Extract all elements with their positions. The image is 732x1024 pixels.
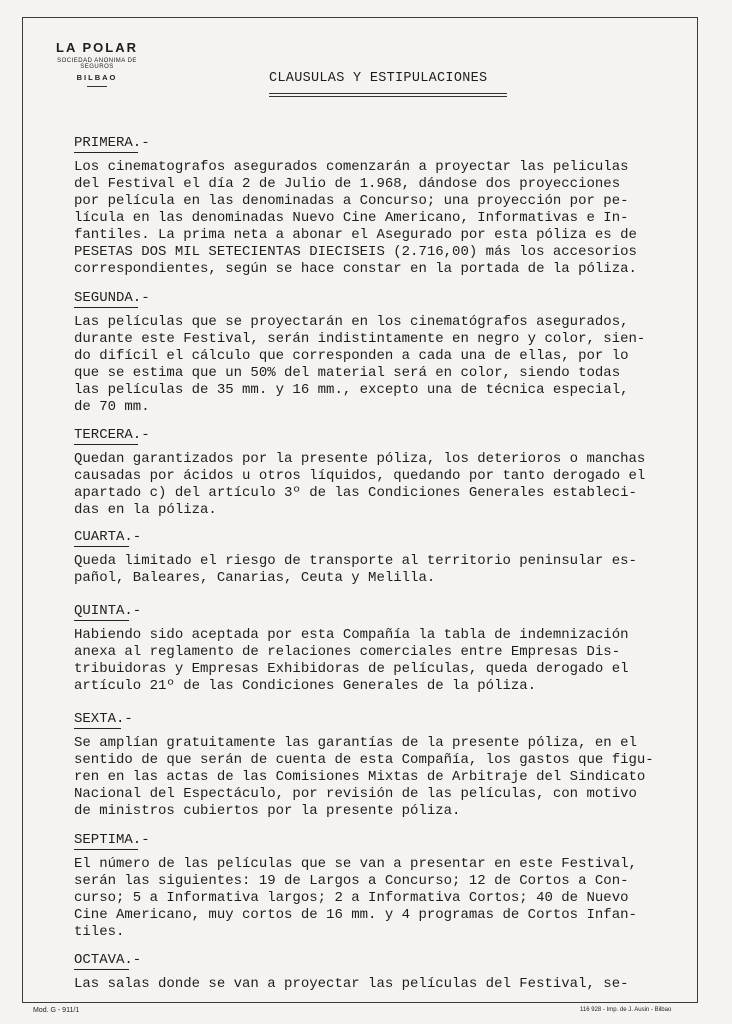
section-text: El número de las películas que se van a presentar en este Festival, serán las siguientes: 19 de Largos a Concurso; 12 de Cortos a Con- curso; 5 a Informativa largos; 2 a Informativa Cortos; 40 de Nuevo Cine Americano, muy cortos de 16 mm. y 4 programas de Cortos Infan- tiles. bbox=[74, 856, 637, 940]
section-septima bbox=[74, 830, 694, 941]
section-text: Habiendo sido aceptada por esta Compañía la tabla de indemnización anexa al reglamento de relaciones comerciales entre Empresas Dis- tribuidoras y Empresas Exhibidoras de películas, queda derogado el artículo 21º de las Condiciones Generales de la póliza. bbox=[74, 627, 629, 694]
section-text: Las salas donde se van a proyectar las películas del Festival, se- bbox=[74, 976, 629, 992]
form-code: Mod. G - 911/1 bbox=[33, 1007, 80, 1014]
section-heading: PRIMERA.- bbox=[74, 135, 150, 151]
section-cuarta bbox=[74, 527, 694, 587]
section-quinta bbox=[74, 601, 694, 695]
section-heading: SEGUNDA.- bbox=[74, 290, 150, 306]
company-name: LA POLAR bbox=[56, 40, 138, 55]
company-subtitle: SOCIEDAD ANONIMA DE SEGUROS bbox=[57, 58, 137, 70]
section-text: Las películas que se proyectarán en los cinematógrafos asegurados, durante este Festival, serán indistintamente en negro y color, sien- do difícil el cálculo que corresponden a cada una de ellas, por lo que se estima que un 50% del material será en color, siendo todas las películas de 35 mm. y 16 mm., excepto una de técnica especial, de 70 mm. bbox=[74, 314, 646, 415]
section-sexta bbox=[74, 709, 694, 820]
printer-credit: 116 928 - Imp. de J. Ausin - Bilbao bbox=[580, 1007, 672, 1013]
section-tercera bbox=[74, 425, 694, 519]
letterhead-rule bbox=[87, 86, 107, 87]
section-primera bbox=[74, 133, 694, 278]
section-text: Los cinematografos asegurados comenzarán a proyectar las peliculas del Festival el día 2 de Julio de 1.968, dándose dos proyecciones por película en las denominadas a Concurso; una proyección por pe- lícula en las denominadas Nuevo Cine Americano, Informativas e In- fantiles. La prima neta a abonar el Asegurado por esta póliza es de PESETAS DOS MIL SETECIENTAS DIECISEIS (2.716,00) más los accesorios correspondientes, según se hace constar en la portada de la póliza. bbox=[74, 159, 637, 277]
section-text: Queda limitado el riesgo de transporte al territorio peninsular es- pañol, Baleares, Canarias, Ceuta y Melilla. bbox=[74, 553, 637, 586]
title-underline bbox=[269, 93, 507, 97]
section-heading: CUARTA.- bbox=[74, 529, 142, 545]
section-text: Quedan garantizados por la presente póliza, los deterioros o manchas causadas por ácidos u otros líquidos, quedando por tanto derogado el apartado c) del artículo 3º de las Condiciones Generales estableci- das en la póliza. bbox=[74, 451, 646, 518]
section-heading: QUINTA.- bbox=[74, 603, 142, 619]
section-octava bbox=[74, 950, 694, 993]
section-heading: TERCERA.- bbox=[74, 427, 150, 443]
section-text: Se amplían gratuitamente las garantías de la presente póliza, en el sentido de que serán de cuenta de esta Compañía, los gastos que figu- ren en las actas de las Comisiones Mixtas de Arbitraje del Sindicato Nacional del Espectáculo, por revisión de las películas, con motivo de ministros cubiertos por la presente póliza. bbox=[74, 735, 654, 819]
company-city: BILBAO bbox=[76, 73, 118, 82]
section-heading: SEPTIMA.- bbox=[74, 832, 150, 848]
section-heading: OCTAVA.- bbox=[74, 952, 142, 968]
section-heading: SEXTA.- bbox=[74, 711, 133, 727]
document-title: CLAUSULAS Y ESTIPULACIONES bbox=[269, 71, 488, 86]
letterhead bbox=[42, 40, 152, 87]
section-segunda bbox=[74, 288, 694, 416]
